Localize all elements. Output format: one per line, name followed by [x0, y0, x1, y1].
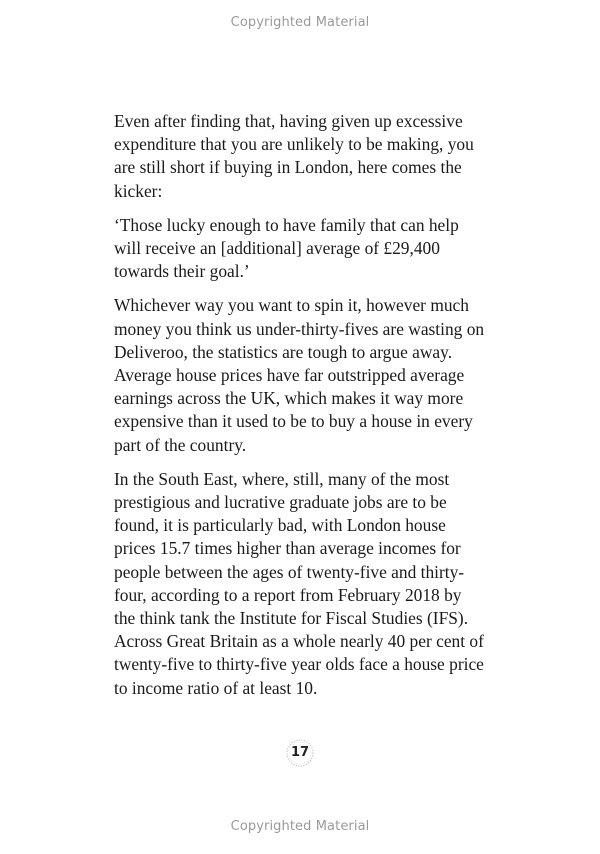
paragraph-2-quote: ‘Those lucky enough to have family that can help will receive an [additional] average of £29,400 towards their goal.’	[114, 214, 459, 282]
paragraph-3: Whichever way you want to spin it, however much money you think us under-thirty-fives are wasting on Deliveroo, the statistics are tough to argue away. Average house prices have far outstripped average earnings across the UK, which makes it way more expensive than it used to be to buy a house in every part of the country.	[114, 295, 485, 455]
page-number: 17	[290, 745, 310, 760]
copyright-watermark-top: Copyrighted Material	[230, 15, 370, 30]
paragraph-1: Even after finding that, having given up excessive expenditure that you are unlikely to be making, you are still short if buying in London, here comes the kicker:	[114, 111, 474, 201]
page-number-badge	[285, 738, 315, 768]
paragraph-4: In the South East, where, still, many of the most prestigious and lucrative graduate jobs are to be found, it is particularly bad, with London house prices 15.7 times higher than average incomes for people between the ages of twenty-five and thirty-four, according to a report from February 2018 by the think tank the Institute for Fiscal Studies (IFS). Across Great Britain as a whole nearly 40 per cent of twenty-five to thirty-five year olds face a house price to income ratio of at least 10.	[114, 468, 484, 698]
body-text	[114, 110, 486, 711]
copyright-watermark-bottom: Copyrighted Material	[230, 819, 370, 834]
